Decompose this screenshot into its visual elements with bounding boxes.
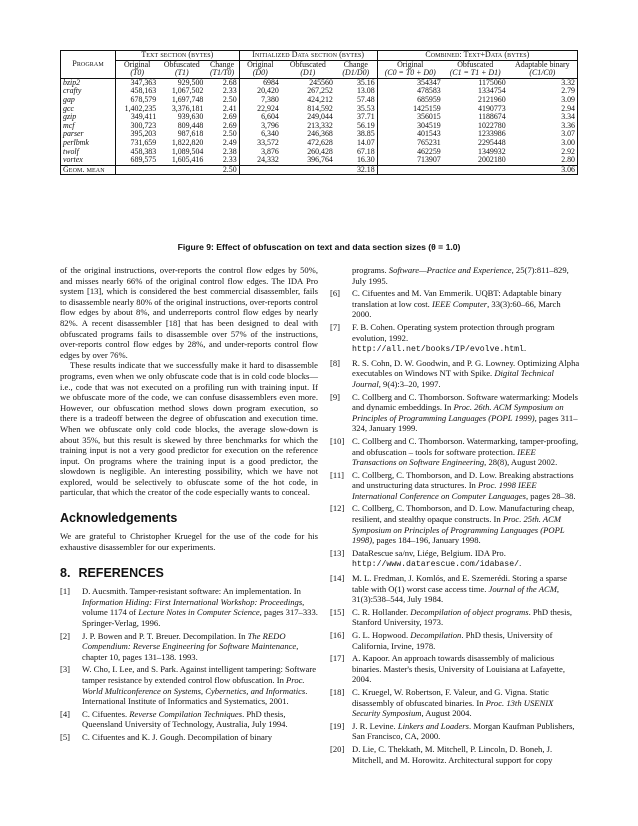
cell-tc: 2.69 xyxy=(205,122,239,131)
cell-t0: 349,411 xyxy=(130,112,157,122)
reference-number: [20] xyxy=(330,743,345,754)
reference-text xyxy=(352,322,580,356)
cell-c0: 685959 xyxy=(417,94,441,104)
cell-dc: 35.16 xyxy=(335,78,377,87)
results-table-wrapper xyxy=(60,50,578,175)
col-c0-label: Original xyxy=(377,60,443,69)
reference-text xyxy=(352,607,580,628)
cell-c1: 4190773 xyxy=(478,103,506,113)
reference-part: W. Cho, I. Lee, and S. Park. Against intelligent tampering: Software tamper resistance by extended control flow obfuscation. In xyxy=(82,664,317,685)
geom-mean-empty-c1 xyxy=(443,165,508,175)
program-name-cell: mcf xyxy=(61,122,116,131)
references-section-number: 8. xyxy=(60,566,71,581)
col-dc-symbol: (D1/D0) xyxy=(335,69,377,78)
geom-mean-cc: 3.06 xyxy=(508,165,578,175)
col-cc-symbol: (C1/C0) xyxy=(508,69,578,78)
cell-d1: 472,628 xyxy=(307,137,333,147)
cell-t1: 809,448 xyxy=(177,120,204,130)
col-c1-label: Obfuscated xyxy=(443,60,508,69)
col-t0-symbol: (T0) xyxy=(116,69,159,78)
geom-mean-label: Geom. mean xyxy=(61,165,116,175)
reference-part: J. P. Bowen and P. T. Breuer. Decompilation. In xyxy=(82,630,248,641)
init-data-header: Initialized Data section (bytes) xyxy=(239,51,377,61)
col-tc-symbol: (T1/T0) xyxy=(205,69,239,78)
program-name-cell: perlbmk xyxy=(61,139,116,148)
reference-part: , 25(7):811–829, July 1995. xyxy=(352,265,569,286)
reference-part: Information Hiding: First International Workshop: Proceedings xyxy=(82,596,303,607)
reference-part: A. Kapoor. An approach towards disassembly of malicious binaries. Master's thesis, University of Louisiana at Lafayette, 2004. xyxy=(352,653,565,685)
cell-c0: 478583 xyxy=(417,86,441,96)
cell-dc: 16.30 xyxy=(335,156,377,165)
reference-item xyxy=(330,436,580,468)
reference-part: Software—Practice and Experience xyxy=(388,265,512,275)
reference-part: . International Institute of Informatics and Systematics, 2001. xyxy=(82,685,308,707)
body-paragraph: of the original instructions, over-reports the control flow edges by 50%, and misses nearly 66% of the original control flow edges. The IDA Pro system [13], which is considered the best commercial disassembler, fails to disassemble nearly 80% of the original instructions, over-reports control flow edges by about 8%, and underreports control flow edges by nearly 82%. A recent disassembler [18] that has been designed to deal with obfuscated programs fails to disassemble over 57% of the instructions, over-reports control flow edges by 28%, and under-reports control flow edges by over 76%. xyxy=(60,265,318,360)
cell-dc: 37.71 xyxy=(335,113,377,122)
cell-cc: 3.07 xyxy=(508,130,578,139)
cell-c0: 462259 xyxy=(417,146,441,156)
figure-caption: Figure 9: Effect of obfuscation on text and data section sizes (θ = 1.0) xyxy=(177,242,461,252)
obfuscation-size-table xyxy=(60,50,578,175)
reference-number: [10] xyxy=(330,435,345,446)
reference-text xyxy=(352,630,580,651)
reference-part: , volume 1174 of xyxy=(82,596,305,618)
reference-item xyxy=(60,631,318,663)
cell-tc: 2.68 xyxy=(205,78,239,87)
reference-item xyxy=(330,503,580,545)
reference-text xyxy=(352,548,580,571)
reference-item xyxy=(330,721,580,742)
right-column xyxy=(330,265,580,767)
references-title: REFERENCES xyxy=(78,566,164,581)
program-header: Program xyxy=(61,51,116,79)
reference-part: . PhD thesis, University of California, Irvine, 1978. xyxy=(352,630,553,651)
col-dc-label: Change xyxy=(335,60,377,69)
reference-item xyxy=(330,322,580,356)
reference-part: programs. xyxy=(352,265,389,275)
cell-cc: 3.34 xyxy=(508,113,578,122)
geom-mean-dc: 32.18 xyxy=(335,165,377,175)
cell-tc: 2.50 xyxy=(205,130,239,139)
reference-number: [12] xyxy=(330,503,345,514)
cell-cc: 2.79 xyxy=(508,87,578,96)
cell-d1: 213,332 xyxy=(307,120,333,130)
reference-number: [18] xyxy=(330,686,345,697)
reference-part: Proc. 26th. ACM Symposium on Principles of Programming Languages (POPL 1999) xyxy=(352,402,564,423)
reference-part: J. R. Levine. xyxy=(352,720,398,731)
cell-tc: 2.33 xyxy=(205,156,239,165)
reference-number: [16] xyxy=(330,630,345,640)
cell-t0: 1,402,235 xyxy=(124,103,157,113)
cell-c0: 354347 xyxy=(417,77,441,87)
reference-text xyxy=(352,573,580,605)
reference-number: [4] xyxy=(60,708,71,719)
reference-part: R. S. Cohn, D. W. Goodwin, and P. G. Lowney. Optimizing Alpha executables on Windows NT with Spike. xyxy=(352,357,580,379)
reference-part: C. Collberg, C. Thomborson, and D. Low. Manufacturing cheap, resilient, and stealthy opaque constructs. In xyxy=(352,503,575,525)
cell-tc: 2.50 xyxy=(205,96,239,105)
reference-item xyxy=(60,709,318,730)
geom-mean-empty-c0 xyxy=(377,165,443,175)
cell-t1: 1,822,820 xyxy=(171,137,204,147)
col-t1-symbol: (T1) xyxy=(158,69,205,78)
reference-number: [6] xyxy=(330,288,341,299)
reference-part: , 33(3):60–66, March 2000. xyxy=(352,298,561,320)
reference-part: , chapter 10, pages 131–138. 1993. xyxy=(82,641,299,662)
cell-tc: 2.49 xyxy=(205,139,239,148)
cell-cc: 3.00 xyxy=(508,139,578,148)
table-body xyxy=(61,78,578,165)
reference-part: Proc. 25th. ACM Symposium on Principles of Programming Languages (POPL 1998) xyxy=(352,514,565,546)
reference-part: G. L. Hopwood. xyxy=(352,630,411,640)
reference-text xyxy=(352,653,580,685)
reference-part: Decompilation of object programs xyxy=(410,606,529,617)
cell-c1: 1175060 xyxy=(478,77,506,87)
reference-part: C. Collberg and C. Thomborson. Software watermarking: Models and dynamic embeddings. In xyxy=(352,391,578,413)
reference-item xyxy=(330,630,580,651)
reference-number: [13] xyxy=(330,547,345,558)
reference-number: [7] xyxy=(330,321,341,332)
cell-c1: 1334754 xyxy=(478,86,506,96)
cell-t1: 987,618 xyxy=(177,129,204,139)
reference-text xyxy=(352,265,580,286)
cell-d0: 3,796 xyxy=(261,120,279,130)
reference-number: [14] xyxy=(330,573,345,584)
reference-text xyxy=(82,709,318,730)
col-c1-symbol: (C1 = T1 + D1) xyxy=(443,69,508,78)
reference-text xyxy=(352,687,580,719)
reference-part: , 31(3):538–544, July 1984. xyxy=(352,583,560,605)
reference-item xyxy=(330,358,580,390)
program-name-cell: bzip2 xyxy=(61,78,116,87)
cell-c1: 1233986 xyxy=(478,129,506,139)
cell-d0: 22,924 xyxy=(257,103,279,113)
cell-d1: 260,428 xyxy=(307,146,333,156)
table-symbol-row xyxy=(61,69,578,78)
cell-d0: 3,876 xyxy=(261,146,279,156)
reference-part: DataRescue sa/nv, Liége, Belgium. IDA Pro. xyxy=(352,547,506,558)
reference-number: [17] xyxy=(330,653,345,664)
col-cc-label: Adaptable binary xyxy=(508,60,578,69)
cell-d0: 6984 xyxy=(263,77,279,87)
left-column xyxy=(60,265,318,745)
cell-c0: 401543 xyxy=(417,129,441,139)
reference-part: Lecture Notes in Computer Science xyxy=(138,607,260,618)
geom-mean-empty-d1 xyxy=(281,165,335,175)
reference-text xyxy=(352,744,580,765)
program-name-cell: parser xyxy=(61,130,116,139)
cell-t0: 395,203 xyxy=(130,129,157,139)
program-name-cell: gcc xyxy=(61,105,116,114)
cell-dc: 13.08 xyxy=(335,87,377,96)
body-paragraph: These results indicate that we successfully make it hard to disassemble programs, even when we only obfuscate code that is in cold code blocks—i.e., code that was not executed on a profiling run with training input. If we obfuscate more of the code, we can confuse disassemblers even more. However, our obfuscation method slows down program execution, so there is a tradeoff between the degree of obfuscation and execution time. When we obfuscate only cold code blocks, the average slow-down is about 35%, but this result is skewed by three benchmarks for which the training input is not a very good predictor for execution on the reference input. On programs where the training input is a good predictor, the slowdown is negligible. An interesting possibility, which we have not explored, would be selectively to obfuscate some of the hot code, in particular, that which the creator of the code especially wants to conceal. xyxy=(60,360,318,498)
cell-d0: 6,604 xyxy=(261,112,279,122)
reference-part: Proc. World Multiconference on Systems, Cybernetics, and Informatics xyxy=(82,675,306,696)
reference-text xyxy=(352,470,580,502)
cell-t1: 1,605,416 xyxy=(171,155,204,165)
col-d1-symbol: (D1) xyxy=(281,69,335,78)
reference-part: IEEE Computer xyxy=(431,298,488,309)
cell-d1: 246,368 xyxy=(307,129,333,139)
reference-text xyxy=(82,664,318,706)
reference-text xyxy=(82,631,318,663)
cell-t0: 300,723 xyxy=(130,120,157,130)
reference-part: . xyxy=(519,558,522,569)
reference-url: http://www.datarescue.com/idabase/ xyxy=(352,560,520,570)
reference-item xyxy=(60,586,318,628)
reference-item xyxy=(60,732,318,743)
cell-d0: 33,572 xyxy=(257,137,279,147)
reference-part: , pages 184–196, January 1998. xyxy=(372,535,481,546)
reference-part: Linkers and Loaders xyxy=(397,720,469,731)
reference-part: C. Cifuentes and M. Van Emmerik. UQBT: Adaptable binary translation at low cost. xyxy=(352,288,562,309)
cell-dc: 67.18 xyxy=(335,148,377,157)
reference-part: Proc. 13th USENIX Security Symposium xyxy=(352,697,554,719)
reference-item xyxy=(60,664,318,706)
reference-part: Decompilation xyxy=(410,630,462,640)
references-list-left xyxy=(60,586,318,742)
reference-url: http://all.net/books/IP/evolve.html xyxy=(352,345,524,355)
program-name-cell: twolf xyxy=(61,148,116,157)
cell-tc: 2.38 xyxy=(205,148,239,157)
reference-text xyxy=(352,358,580,390)
cell-d1: 267,252 xyxy=(307,86,333,96)
cell-t1: 1,089,504 xyxy=(171,146,204,156)
reference-number: [8] xyxy=(330,357,341,368)
geom-mean-empty-t1 xyxy=(158,165,205,175)
references-heading xyxy=(60,566,318,580)
reference-item xyxy=(330,744,580,765)
geom-mean-tc: 2.50 xyxy=(205,165,239,175)
cell-t0: 347,363 xyxy=(130,77,157,87)
cell-tc: 2.41 xyxy=(205,105,239,114)
col-tc-label: Change xyxy=(205,60,239,69)
col-t1-label: Obfuscated xyxy=(158,60,205,69)
reference-part: The REDO Compendium: Reverse Engineering for Software Maintenance xyxy=(82,630,297,652)
cell-t0: 678,579 xyxy=(130,94,157,104)
cell-tc: 2.33 xyxy=(205,87,239,96)
cell-cc: 3.36 xyxy=(508,122,578,131)
reference-number: [2] xyxy=(60,630,71,641)
cell-t1: 1,067,502 xyxy=(171,86,204,96)
reference-number: [19] xyxy=(330,720,345,731)
col-c0-symbol: (C0 = T0 + D0) xyxy=(377,69,443,78)
col-t0-label: Original xyxy=(116,60,159,69)
reference-part: , pages 311–324, January 1999. xyxy=(352,412,578,434)
references-list-right xyxy=(330,265,580,765)
reference-part: , pages 317–333. Springer-Verlag, 1996. xyxy=(82,607,318,629)
reference-item xyxy=(330,470,580,502)
cell-t0: 731,659 xyxy=(130,137,157,147)
reference-part: Digital Technical Journal xyxy=(352,368,554,389)
cell-dc: 57.48 xyxy=(335,96,377,105)
cell-d0: 24,332 xyxy=(257,155,279,165)
cell-d1: 814,592 xyxy=(307,103,333,113)
cell-c0: 713907 xyxy=(417,155,441,165)
reference-number: [1] xyxy=(60,586,71,597)
reference-part: D. Aucsmith. Tamper-resistant software: An implementation. In xyxy=(82,586,301,597)
cell-d1: 245560 xyxy=(309,77,333,87)
reference-number: [5] xyxy=(60,731,71,742)
reference-part: . PhD thesis, Stanford University, 1973. xyxy=(352,606,573,628)
reference-text xyxy=(352,503,580,545)
cell-c1: 2121960 xyxy=(478,94,506,104)
cell-t1: 1,697,748 xyxy=(171,94,204,104)
acknowledgements-text: We are grateful to Christopher Kruegel for the use of the code for his exhaustive disassembler for our experiments. xyxy=(60,531,318,552)
cell-dc: 35.53 xyxy=(335,105,377,114)
cell-c1: 1022780 xyxy=(478,120,506,130)
cell-dc: 56.19 xyxy=(335,122,377,131)
col-d0-symbol: (D0) xyxy=(239,69,281,78)
reference-item xyxy=(330,288,580,320)
reference-part: , August 2004. xyxy=(421,708,472,719)
cell-dc: 38.85 xyxy=(335,130,377,139)
reference-text xyxy=(352,392,580,434)
cell-cc: 2.92 xyxy=(508,148,578,157)
cell-dc: 14.07 xyxy=(335,139,377,148)
reference-item xyxy=(330,687,580,719)
reference-part: , 28(8), August 2002. xyxy=(484,457,558,468)
program-name-cell: vortex xyxy=(61,156,116,165)
cell-d0: 6,340 xyxy=(261,129,279,139)
reference-part: C. Kruegel, W. Robertson, F. Valeur, and G. Vigna. Static disassembly of obfuscated binaries. In xyxy=(352,686,549,708)
cell-t0: 458,383 xyxy=(130,146,157,156)
table-group-header-row xyxy=(61,51,578,61)
reference-number: [9] xyxy=(330,391,341,402)
reference-number: [11] xyxy=(330,469,344,480)
program-name-cell: gzip xyxy=(61,113,116,122)
reference-text xyxy=(352,288,580,320)
text-section-header: Text section (bytes) xyxy=(116,51,240,61)
program-name-cell: crafty xyxy=(61,87,116,96)
program-name-cell: gap xyxy=(61,96,116,105)
cell-c1: 1188674 xyxy=(478,112,506,122)
reference-item xyxy=(330,607,580,628)
cell-t0: 689,575 xyxy=(130,155,157,165)
reference-part: , 9(4):3–20, 1997. xyxy=(378,378,441,389)
reference-part: F. B. Cohen. Operating system protection through program evolution, 1992. xyxy=(352,321,555,343)
cell-cc: 3.32 xyxy=(508,78,578,87)
reference-part: M. L. Fredman, J. Komlós, and E. Szemerédi. Storing a sparse table with O(1) worst case access time. xyxy=(352,573,568,594)
reference-part: C. R. Hollander. xyxy=(352,606,411,617)
cell-c1: 1349932 xyxy=(478,146,506,156)
cell-d1: 424,212 xyxy=(307,94,333,104)
reference-part: IEEE Transactions on Software Engineering xyxy=(352,446,536,468)
table-row xyxy=(61,156,578,165)
reference-part: Reverse Compilation Techniques xyxy=(129,708,243,719)
reference-part: Proc. 1998 IEEE International Conference on Computer Languages xyxy=(352,480,537,501)
cell-t1: 929,500 xyxy=(177,77,204,87)
reference-number: [15] xyxy=(330,606,345,617)
cell-cc: 3.09 xyxy=(508,96,578,105)
reference-item xyxy=(330,265,580,286)
reference-item xyxy=(330,573,580,605)
geom-mean-empty-t0 xyxy=(116,165,159,175)
cell-t0: 458,163 xyxy=(130,86,157,96)
reference-item xyxy=(330,548,580,571)
reference-number: [3] xyxy=(60,664,71,675)
cell-t1: 939,630 xyxy=(177,112,204,122)
reference-part: C. Collberg, C. Thomborson, and D. Low. Breaking abstractions and unstructuring data structures. In xyxy=(352,469,574,491)
cell-c0: 304519 xyxy=(417,120,441,130)
reference-part: C. Cifuentes. xyxy=(82,708,130,719)
reference-text xyxy=(352,721,580,742)
col-d1-label: Obfuscated xyxy=(281,60,335,69)
cell-t1: 3,376,181 xyxy=(171,103,204,113)
reference-text xyxy=(82,586,318,628)
cell-c1: 2002180 xyxy=(478,155,506,165)
reference-item xyxy=(330,653,580,685)
acknowledgements-heading: Acknowledgements xyxy=(60,511,178,526)
geom-mean-empty-d0 xyxy=(239,165,281,175)
cell-c0: 1425159 xyxy=(413,103,441,113)
cell-c1: 2295448 xyxy=(478,137,506,147)
reference-part: . xyxy=(523,343,527,354)
combined-header: Combined: Text+Data (bytes) xyxy=(377,51,577,61)
reference-text xyxy=(352,436,580,468)
reference-part: D. Lie, C. Thekkath, M. Mitchell, P. Lincoln, D. Boneh, J. Mitchell, and M. Horowitz. Architectural support for copy xyxy=(352,743,553,765)
cell-c0: 765231 xyxy=(417,137,441,147)
reference-part: , pages 28–38. xyxy=(525,490,576,501)
cell-tc: 2.69 xyxy=(205,113,239,122)
reference-part: C. Collberg and C. Thomborson. Watermarking, tamper-proofing, and obfuscation – tools for software protection. xyxy=(352,435,579,457)
reference-item xyxy=(330,392,580,434)
cell-d1: 249,044 xyxy=(307,112,333,122)
cell-cc: 2.80 xyxy=(508,156,578,165)
cell-d0: 7,380 xyxy=(261,94,279,104)
cell-c0: 356015 xyxy=(417,112,441,122)
reference-part: . Morgan Kaufman Publishers, San Francisco, CA, 2000. xyxy=(352,720,575,742)
cell-cc: 2.94 xyxy=(508,105,578,114)
geom-mean-row xyxy=(61,165,578,175)
col-d0-label: Original xyxy=(239,60,281,69)
cell-d1: 396,764 xyxy=(307,155,333,165)
reference-part: Journal of the ACM xyxy=(488,583,557,594)
reference-text xyxy=(82,732,318,743)
reference-part: C. Cifuentes and K. J. Gough. Decompilation of binary xyxy=(82,731,272,742)
reference-number xyxy=(330,265,352,286)
cell-d0: 20,420 xyxy=(257,86,279,96)
reference-part: . PhD thesis, Queensland University of Technology, Australia, July 1994. xyxy=(82,708,288,730)
